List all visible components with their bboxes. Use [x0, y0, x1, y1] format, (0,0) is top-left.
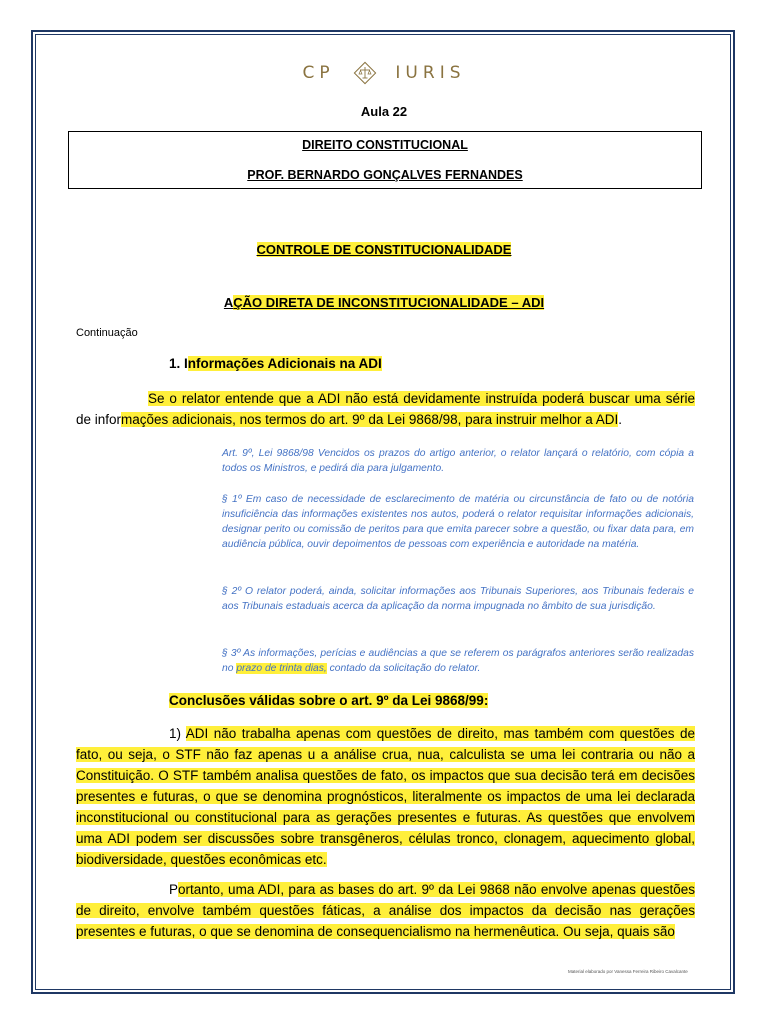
- quote-paragraph-3: § 3º As informações, perícias e audiências a que se referem os parágrafos anteriores serão realizadas no prazo de trinta dias, contado da solicitação do relator.: [222, 648, 694, 674]
- logo-text-right: IURIS: [395, 63, 466, 83]
- subject-title: DIREITO CONSTITUCIONAL: [302, 138, 468, 152]
- logo: [0, 58, 768, 88]
- sub-title: AÇÃO DIRETA DE INCONSTITUCIONALIDADE – ADI: [223, 295, 545, 310]
- professor-name: PROF. BERNARDO GONÇALVES FERNANDES: [247, 168, 523, 182]
- quote-paragraph-1: § 1º Em caso de necessidade de esclarecimento de matéria ou circunstância de fato ou de notória insuficiência das informações existentes nos autos, poderá o relator requisitar informações adicionais, designar perito ou comissão de peritos para que emita parecer sobre a questão, ou fixar data para, em audiência pública, ouvir depoimentos de pessoas com experiência e autoridade na matéria.: [222, 494, 694, 550]
- main-title: CONTROLE DE CONSTITUCIONALIDADE: [256, 242, 512, 257]
- conclusions-heading: Conclusões válidas sobre o art. 9º da Lei 9868/99:: [169, 693, 489, 708]
- author-footnote: Material elaborado por Vanessa Ferreira Ribeiro Cavalcante: [568, 969, 688, 974]
- section-paragraph: Se o relator entende que a ADI não está devidamente instruída poderá buscar uma série de informações adicionais, nos termos do art. 9º da Lei 9868/98, para instruir melhor a ADI.: [76, 391, 695, 427]
- quote-art9: Art. 9º, Lei 9868/98 Vencidos os prazos do artigo anterior, o relator lançará o relatório, com cópia a todos os Ministros, e pedirá dia para julgamento.: [222, 448, 694, 474]
- continuation-label: Continuação: [76, 327, 138, 339]
- section-heading: 1. Informações Adicionais na ADI: [169, 356, 382, 371]
- scales-of-justice-icon: [353, 61, 377, 85]
- conclusion-paragraph-2: Portanto, uma ADI, para as bases do art. 9º da Lei 9868 não envolve apenas questões de direito, envolve também questões fáticas, a análise dos impactos da decisão nas gerações presentes e futuras, o que se denomina de consequencialismo na hermenêutica. Ou seja, quais são: [76, 882, 695, 939]
- course-info-box: [68, 131, 702, 189]
- conclusion-item-1: 1) ADI não trabalha apenas com questões de direito, mas também com questões de fato, ou seja, o STF não faz apenas u a análise crua, nua, calculista se uma lei contraria ou não a Constituição. O STF também analisa questões de fato, os impactos que sua decisão terá em decisões presentes e futuras, o que se denomina prognósticos, literalmente os impactos de uma lei declarada inconstitucional ou constitucional para as gerações presentes e futuras. As questões que envolvem uma ADI podem ser discussões sobre transgêneros, células tronco, clonagem, aquecimento global, biodiversidade, questões econômicas etc.: [76, 726, 696, 867]
- lesson-number: Aula 22: [360, 104, 408, 119]
- logo-text-left: CP: [302, 63, 335, 83]
- quote-paragraph-2: § 2º O relator poderá, ainda, solicitar informações aos Tribunais Superiores, aos Tribunais federais e aos Tribunais estaduais acerca da aplicação da norma impugnada no âmbito de sua jurisdição.: [222, 586, 694, 612]
